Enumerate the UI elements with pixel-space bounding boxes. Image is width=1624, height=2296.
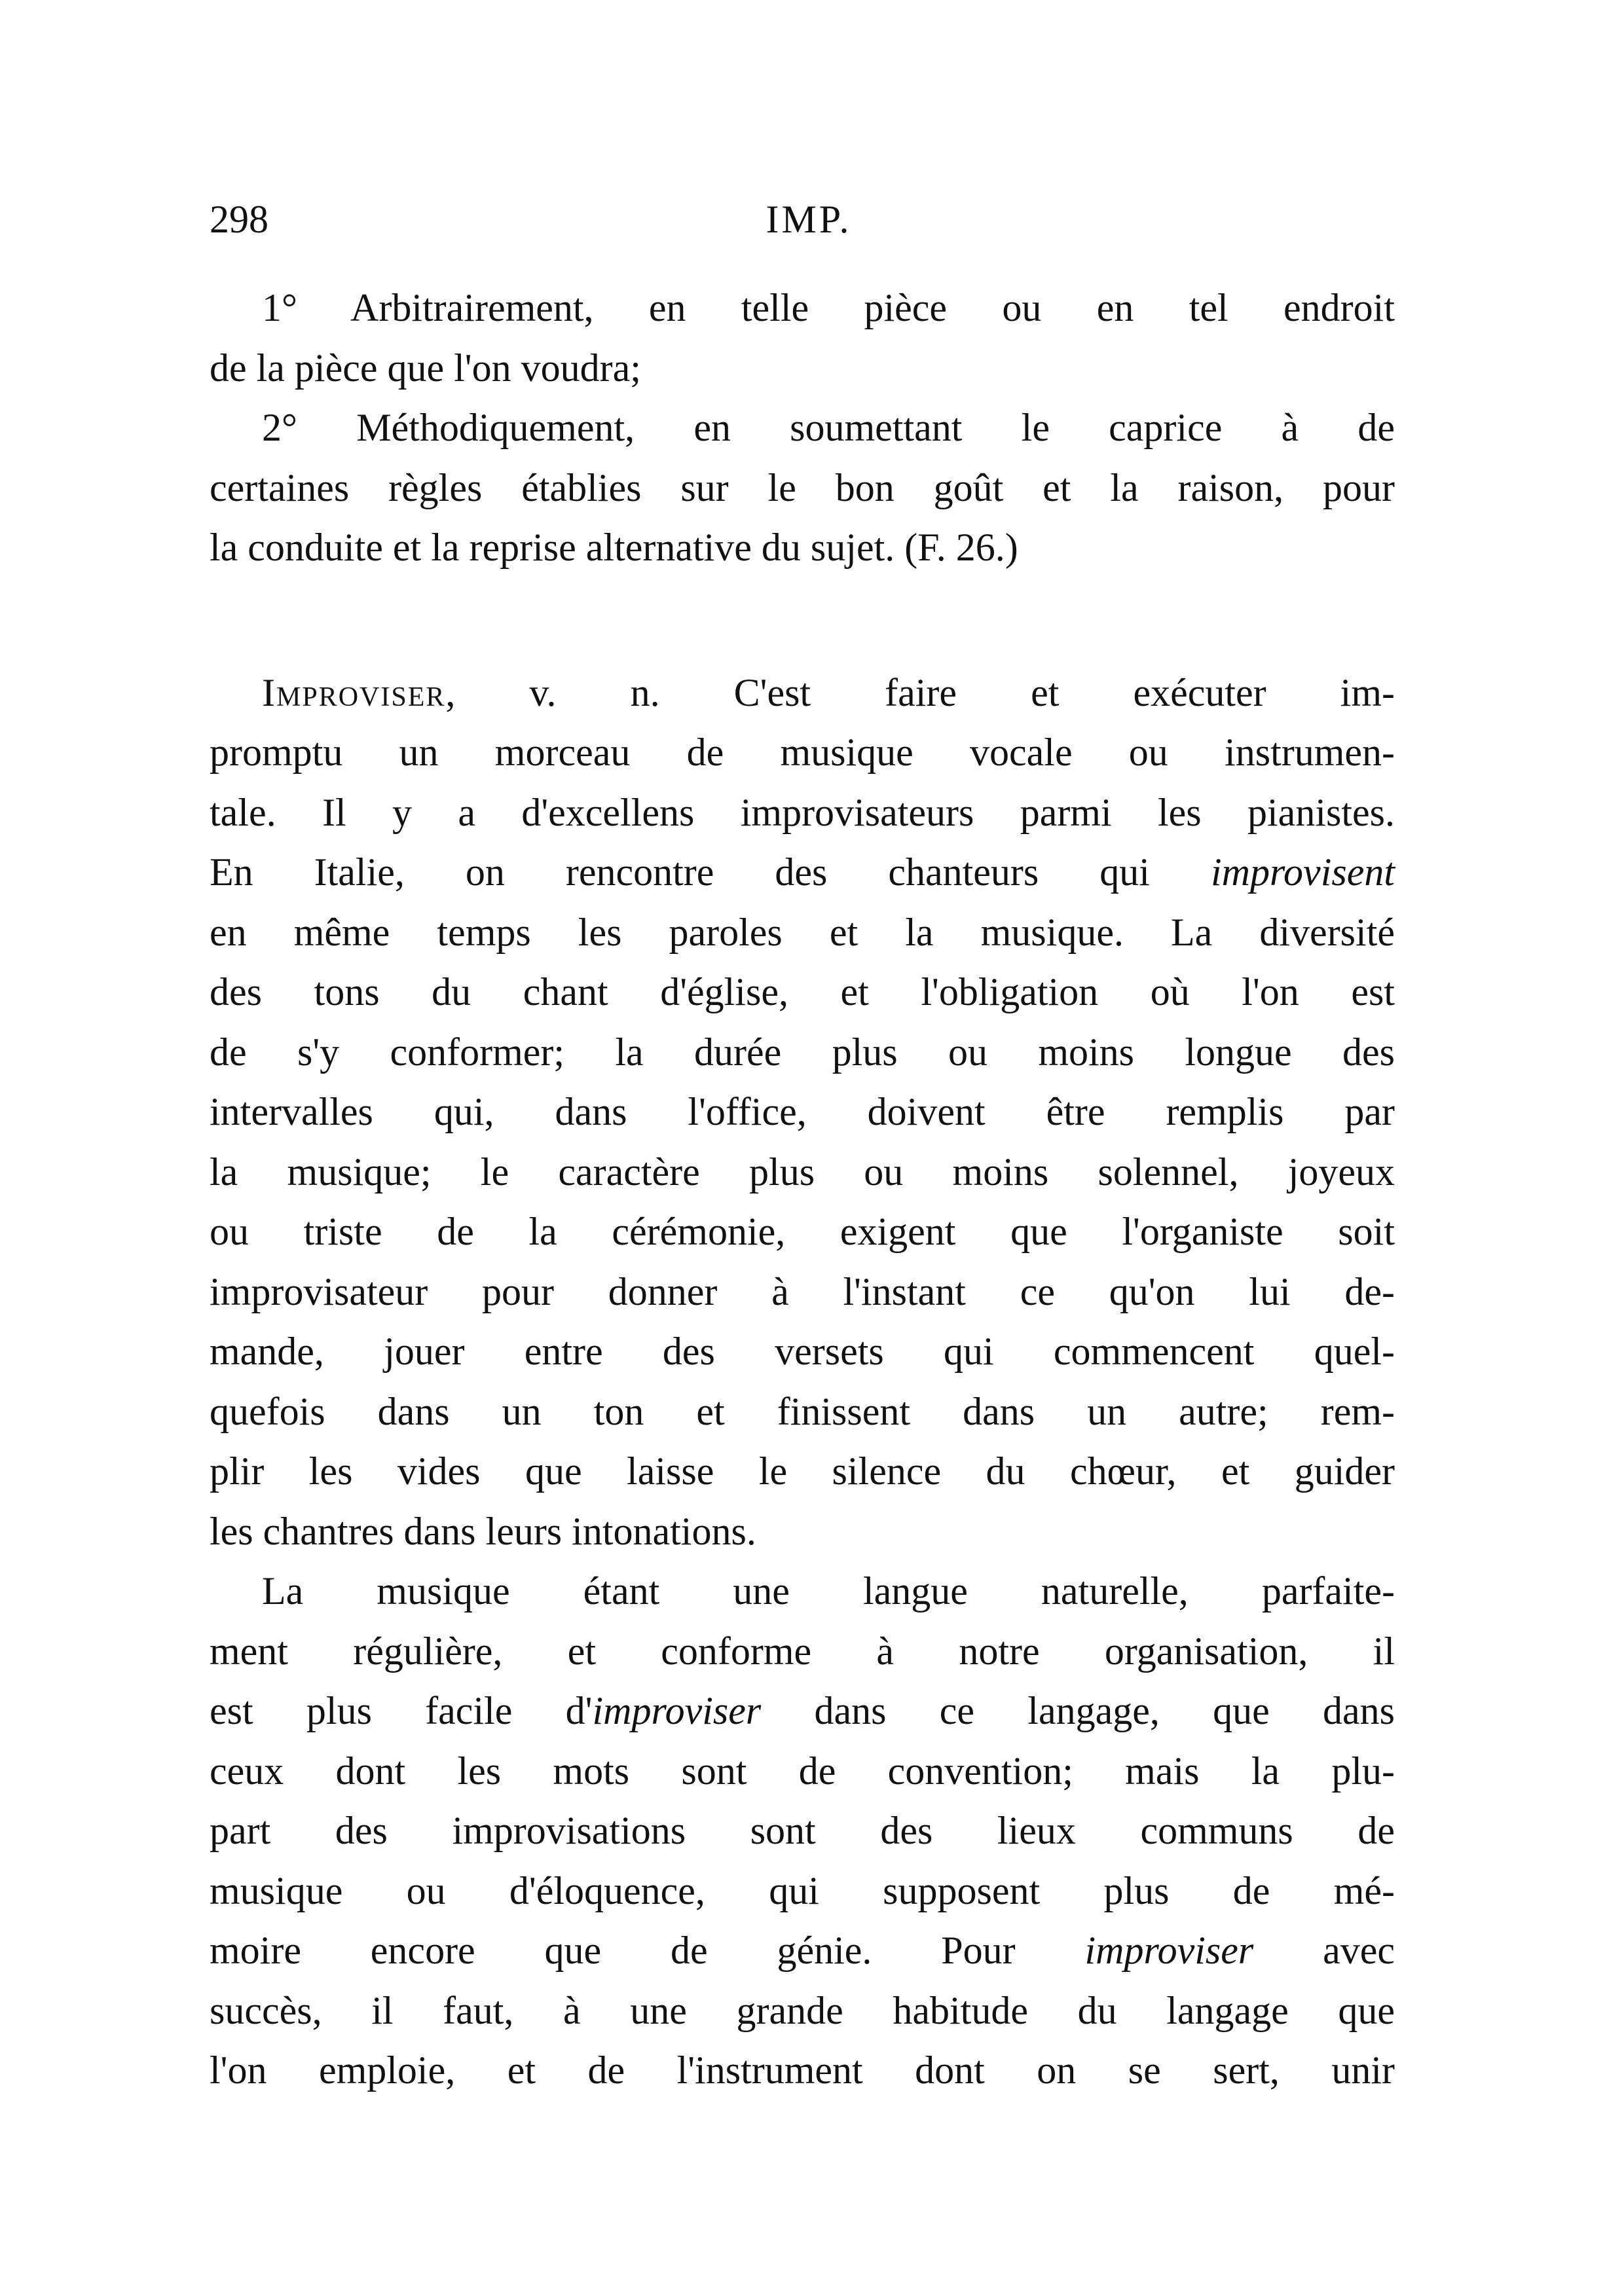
text-line: de s'y conformer; la durée plus ou moins longue des xyxy=(210,1030,1395,1074)
text-segment: avec xyxy=(1253,1929,1395,1972)
text-line: les chantres dans leurs intonations. xyxy=(210,1509,756,1553)
entry-improviser xyxy=(210,663,1395,1562)
text-line: ment régulière, et conforme à notre organisation, il xyxy=(210,1629,1395,1673)
text-line: improvisateur pour donner à l'instant ce qu'on lui de- xyxy=(210,1269,1395,1313)
text-line xyxy=(210,1681,1395,1741)
paragraph-arbitrairement xyxy=(210,278,1395,398)
text-line: mande, jouer entre des versets qui commencent quel- xyxy=(210,1330,1395,1373)
italic-word: improviser xyxy=(592,1689,762,1732)
text-line xyxy=(210,1921,1395,1981)
text-line: la conduite et la reprise alternative du sujet. (F. 26.) xyxy=(210,526,1018,569)
text-segment: moire encore que de génie. Pour xyxy=(210,1929,1085,1972)
text-line: succès, il faut, à une grande habitude du langage que xyxy=(210,1988,1395,2032)
text-line: tale. Il y a d'excellens improvisateurs parmi les pianistes. xyxy=(210,790,1395,834)
body-text xyxy=(210,278,1395,2101)
text-line: ou triste de la cérémonie, exigent que l'organiste soit xyxy=(210,1210,1395,1253)
text-line xyxy=(210,663,1395,723)
paragraph-methodiquement xyxy=(210,398,1395,578)
text-line: des tons du chant d'église, et l'obligation où l'on est xyxy=(210,970,1395,1013)
text-line: plir les vides que laisse le silence du chœur, et guider xyxy=(210,1449,1395,1493)
running-head: IMP. xyxy=(766,198,852,241)
text-line: 1° Arbitrairement, en telle pièce ou en tel endroit xyxy=(262,286,1395,329)
text-segment: est plus facile d' xyxy=(210,1689,593,1732)
text-line: intervalles qui, dans l'office, doivent être remplis par xyxy=(210,1090,1395,1133)
text-line: certaines règles établies sur le bon goût et la raison, pour xyxy=(210,465,1395,509)
text-line: la musique; le caractère plus ou moins solennel, joyeux xyxy=(210,1150,1395,1194)
italic-word: improviser xyxy=(1084,1929,1254,1972)
text-segment: dans ce langage, que dans xyxy=(761,1689,1395,1732)
text-segment: En Italie, on rencontre des chanteurs qui xyxy=(210,850,1150,894)
text-line: en même temps les paroles et la musique. La diversité xyxy=(210,910,1395,954)
text-line: La musique étant une langue naturelle, parfaite- xyxy=(262,1569,1395,1613)
entry-gap xyxy=(210,578,1395,663)
text-line: promptu un morceau de musique vocale ou instrumen- xyxy=(210,731,1395,774)
text-line: part des improvisations sont des lieux communs de xyxy=(210,1809,1395,1852)
page-number: 298 xyxy=(210,198,268,241)
text-line: de la pièce que l'on voudra; xyxy=(210,346,641,390)
headword: Improviser xyxy=(262,670,446,714)
italic-word: improvisent xyxy=(1210,850,1395,894)
text-line xyxy=(210,843,1395,903)
text-line: ceux dont les mots sont de convention; mais la plu- xyxy=(210,1749,1395,1793)
text-line: 2° Méthodiquement, en soumettant le caprice à de xyxy=(262,406,1395,449)
text-line: quefois dans un ton et finissent dans un autre; rem- xyxy=(210,1389,1395,1433)
text-line: musique ou d'éloquence, qui supposent plus de mé- xyxy=(210,1868,1395,1912)
paragraph-la-musique xyxy=(210,1561,1395,2101)
entry-definition-start: , v. n. C'est faire et exécuter im- xyxy=(445,670,1395,714)
page-header xyxy=(210,190,1408,249)
text-line: l'on emploie, et de l'instrument dont on se sert, unir xyxy=(210,2049,1395,2092)
